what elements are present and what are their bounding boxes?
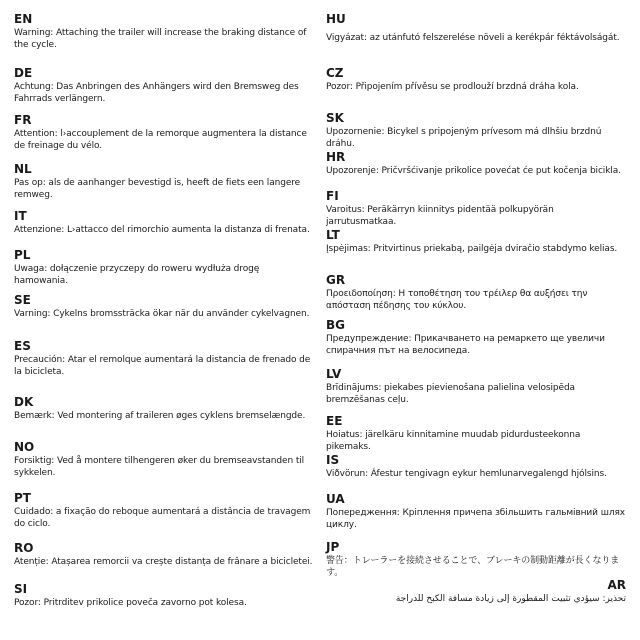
warning-entry-cz (326, 66, 626, 93)
warning-text: Vigyázat: az utánfutó felszerelése növeli a kerékpár féktávolságát. (326, 33, 620, 43)
language-code: ES (14, 339, 31, 353)
warning-text: Uwaga: dołączenie przyczepy do roweru wydłuża drogę hamowania. (14, 264, 260, 286)
warning-text: Предупреждение: Прикачването на ремаркето ще увеличи спирачния път на велосипеда. (326, 334, 605, 356)
warning-entry-se (14, 293, 314, 320)
warning-entry-ua (326, 492, 626, 531)
warning-text: Precaución: Atar el remolque aumentará la distancia de frenado de la bicicleta. (14, 355, 311, 377)
warning-text: Attenzione: L›attacco del rimorchio aumenta la distanza di frenata. (14, 225, 310, 235)
warning-entry-ar (326, 578, 626, 605)
language-code: PL (14, 248, 31, 262)
warning-text: Atenție: Atașarea remorcii va crește distanța de frânare a bicicletei. (14, 557, 313, 567)
language-code: HR (326, 150, 346, 164)
language-code: IS (326, 453, 340, 467)
warning-text: Viðvörun: Áfestur tengivagn eykur hemlunarvegalengd hjólsins. (326, 469, 607, 479)
warning-entry-is (326, 453, 626, 480)
warning-entry-de (14, 66, 314, 105)
warning-text: Hoiatus: järelkäru kinnitamine muudab pidurdusteekonna pikemaks. (326, 430, 581, 452)
warning-entry-es (14, 339, 314, 378)
language-code: IT (14, 209, 27, 223)
warning-entry-fr (14, 113, 314, 152)
language-code: HU (326, 12, 346, 26)
language-code: DK (14, 395, 34, 409)
warning-text: Προειδοποίηση: Η τοποθέτηση του τρέιλερ θα αυξήσει την απόσταση πέδησης του κύκλου. (326, 289, 588, 311)
warning-entry-sk (326, 111, 626, 150)
language-code: FI (326, 189, 339, 203)
warning-entry-hu (326, 12, 626, 44)
warning-text: Warning: Attaching the trailer will increase the braking distance of the cycle. (14, 28, 307, 50)
language-code: UA (326, 492, 345, 506)
warning-entry-pl (14, 248, 314, 287)
warning-text: Achtung: Das Anbringen des Anhängers wird den Bremsweg des Fahrrads verlängern. (14, 82, 299, 104)
language-code: SI (14, 582, 28, 596)
language-code: SK (326, 111, 344, 125)
language-code: NO (14, 440, 35, 454)
warning-text: Pozor: Připojením přívěsu se prodlouží brzdná dráha kola. (326, 82, 579, 92)
warning-entry-lv (326, 367, 626, 406)
warning-entry-gr (326, 273, 626, 312)
warning-text: Upozornenie: Bicykel s pripojeným prívesom má dlhšiu brzdnú dráhu. (326, 127, 602, 149)
language-code: RO (14, 541, 34, 555)
warning-text: Varning: Cykelns bromssträcka ökar när du använder cykelvagnen. (14, 309, 310, 319)
language-code: SE (14, 293, 31, 307)
warning-entry-si (14, 582, 314, 609)
warning-text: Cuidado: a fixação do reboque aumentará a distância de travagem do ciclo. (14, 507, 311, 529)
warning-entry-nl (14, 162, 314, 201)
warning-text: Brīdinājums: piekabes pievienošana palielina velosipēda bremzēšanas ceļu. (326, 383, 575, 405)
language-code: BG (326, 318, 345, 332)
language-code: PT (14, 491, 31, 505)
warning-text: Varoitus: Peräkärryn kiinnitys pidentää polkupyörän jarrutusmatkaa. (326, 205, 554, 227)
warning-entry-lt (326, 228, 626, 255)
warning-text: Bemærk: Ved montering af traileren øges cyklens bremselængde. (14, 411, 306, 421)
warning-entry-en (14, 12, 314, 51)
warning-entry-no (14, 440, 314, 479)
warning-text: Forsiktig: Ved å montere tilhengeren øker du bremseavstanden til sykkelen. (14, 456, 305, 478)
warning-entry-fi (326, 189, 626, 228)
warning-entry-dk (14, 395, 314, 422)
warning-text: تحذير: سيؤدي تثبيت المقطورة إلى زيادة مسافة الكبح للدراجة (395, 594, 626, 604)
warning-entry-ro (14, 541, 314, 568)
language-code: EN (14, 12, 33, 26)
warning-entry-bg (326, 318, 626, 357)
language-code: AR (607, 578, 626, 592)
language-code: JP (326, 540, 340, 554)
warning-entry-jp (326, 540, 626, 579)
language-code: GR (326, 273, 346, 287)
language-code: EE (326, 414, 343, 428)
warning-entry-hr (326, 150, 626, 177)
warning-text: Įspėjimas: Pritvirtinus priekabą, pailgėja dviračio stabdymo kelias. (326, 244, 618, 254)
language-code: FR (14, 113, 32, 127)
warning-entry-it (14, 209, 314, 236)
warning-text: Attention: l›accouplement de la remorque augmentera la distance de freinage du vélo. (14, 129, 307, 151)
language-code: DE (14, 66, 33, 80)
language-code: NL (14, 162, 32, 176)
warning-text: 警告：トレーラーを接続させることで、ブレーキの制動距離が長くなります。 (326, 556, 620, 578)
warning-entry-pt (14, 491, 314, 530)
warning-entry-ee (326, 414, 626, 453)
language-code: LT (326, 228, 340, 242)
warning-text: Попередження: Кріплення причепа збільшить гальмівний шлях циклу. (326, 508, 626, 530)
warning-text: Pozor: Pritrditev prikolice poveča zavorno pot kolesa. (14, 598, 247, 608)
language-code: LV (326, 367, 342, 381)
language-code: CZ (326, 66, 344, 80)
warning-text: Pas op: als de aanhanger bevestigd is, heeft de fiets een langere remweg. (14, 178, 301, 200)
warning-text: Upozorenje: Pričvršćivanje prikolice povećat će put kočenja bicikla. (326, 166, 621, 176)
